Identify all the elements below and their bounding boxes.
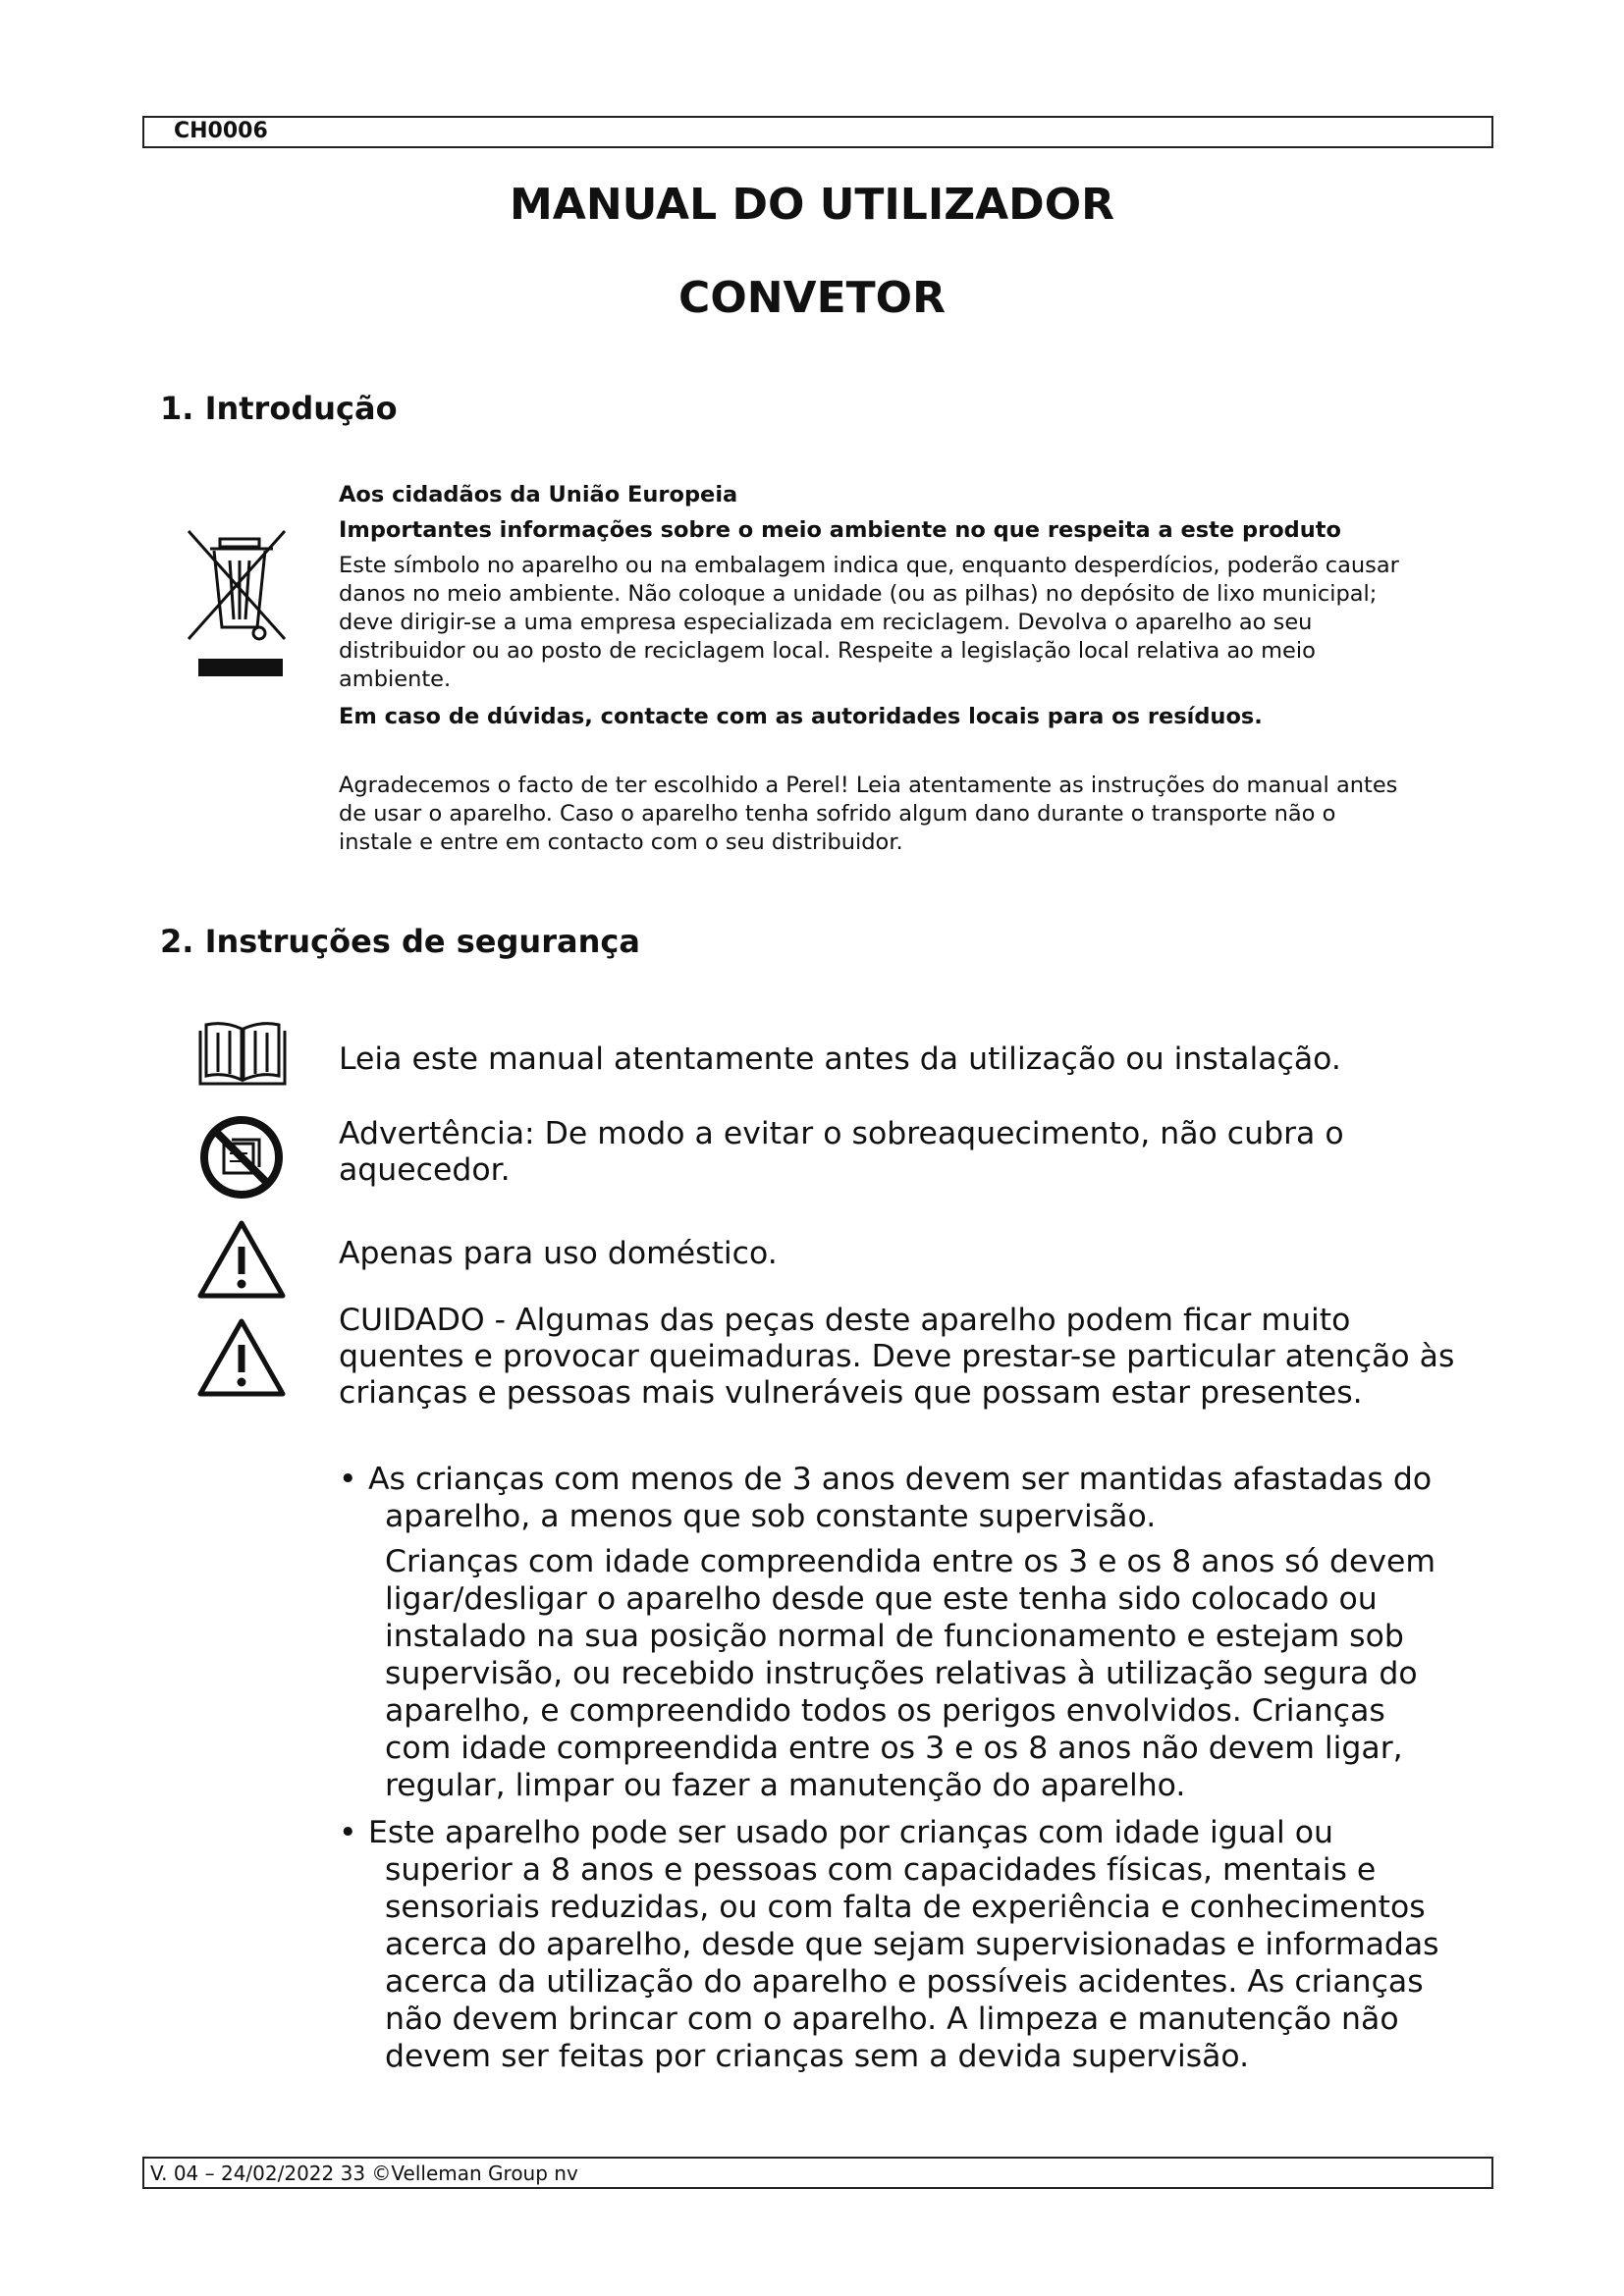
eu-paragraph-line: deve dirigir-se a uma empresa especializada em reciclagem. Devolva o aparelho ao seu: [339, 610, 1313, 635]
weee-bin-icon: [183, 525, 297, 682]
do-not-cover-icon: [198, 1114, 285, 1201]
product-title: CONVETOR: [678, 273, 946, 323]
bullet-usage-line: Este aparelho pode ser usado por crianças com idade igual ou: [368, 1815, 1333, 1850]
overheating-warning-line: Advertência: De modo a evitar o sobreaquecimento, não cubra o: [339, 1116, 1344, 1151]
document-code: CH0006: [174, 119, 268, 143]
page-header: [142, 116, 1493, 148]
caution-text-line: crianças e pessoas mais vulneráveis que possam estar presentes.: [339, 1375, 1363, 1411]
read-manual-text: Leia este manual atentamente antes da utilização ou instalação.: [339, 1041, 1341, 1077]
bullet-children-detail-line: aparelho, e compreendido todos os perigos envolvidos. Crianças: [385, 1693, 1385, 1729]
bullet-marker: •: [339, 1815, 357, 1850]
bullet-children-detail-line: instalado na sua posição normal de funcionamento e estejam sob: [385, 1619, 1404, 1654]
warning-triangle-icon: [196, 1317, 287, 1398]
eu-citizens-title: Aos cidadãos da União Europeia: [339, 482, 738, 507]
bullet-usage-line: superior a 8 anos e pessoas com capacidades físicas, mentais e: [385, 1852, 1377, 1888]
eu-environment-subtitle: Importantes informações sobre o meio ambiente no que respeita a este produto: [339, 517, 1342, 543]
eu-contact-note: Em caso de dúvidas, contacte com as autoridades locais para os resíduos.: [339, 704, 1263, 729]
read-manual-icon: [196, 1019, 289, 1090]
page-footer: [142, 2157, 1493, 2189]
bullet-usage-line: acerca da utilização do aparelho e possíveis acidentes. As crianças: [385, 1964, 1424, 2000]
bullet-usage-line: não devem brincar com o aparelho. A limpeza e manutenção não: [385, 2002, 1399, 2037]
bullet-usage-line: acerca do aparelho, desde que sejam supervisionadas e informadas: [385, 1927, 1439, 1962]
eu-paragraph-line: ambiente.: [339, 667, 452, 692]
thanks-paragraph-line: Agradecemos o facto de ter escolhido a Perel! Leia atentamente as instruções do manual antes: [339, 773, 1398, 798]
bullet-children-detail-line: supervisão, ou recebido instruções relativas à utilização segura do: [385, 1656, 1418, 1691]
bullet-children-detail-line: com idade compreendida entre os 3 e os 8 anos não devem ligar,: [385, 1731, 1403, 1766]
eu-paragraph-line: Este símbolo no aparelho ou na embalagem indica que, enquanto desperdícios, poderão causar: [339, 553, 1399, 578]
thanks-paragraph-line: instale e entre em contacto com o seu distribuidor.: [339, 829, 903, 855]
bullet-usage-line: devem ser feitas por crianças sem a devida supervisão.: [385, 2039, 1250, 2074]
manual-title: MANUAL DO UTILIZADOR: [510, 180, 1114, 230]
bullet-usage-line: sensoriais reduzidas, ou com falta de experiência e conhecimentos: [385, 1890, 1426, 1925]
caution-text-line: CUIDADO - Algumas das peças deste aparelho podem ficar muito: [339, 1303, 1351, 1338]
caution-text-line: quentes e provocar queimaduras. Deve prestar-se particular atenção às: [339, 1339, 1455, 1374]
thanks-paragraph-line: de usar o aparelho. Caso o aparelho tenha sofrido algum dano durante o transporte não o: [339, 801, 1336, 827]
eu-paragraph-line: distribuidor ou ao posto de reciclagem local. Respeite a legislação local relativa ao meio: [339, 638, 1316, 664]
bullet-marker: •: [339, 1462, 357, 1497]
bullet-children-line: As crianças com menos de 3 anos devem ser mantidas afastadas do: [368, 1462, 1433, 1497]
footer-version-text: V. 04 – 24/02/2022 33 ©Velleman Group nv: [150, 2162, 578, 2185]
bullet-children-detail-line: regular, limpar ou fazer a manutenção do aparelho.: [385, 1768, 1186, 1803]
bullet-children-detail-line: ligar/desligar o aparelho desde que este tenha sido colocado ou: [385, 1581, 1378, 1617]
eu-paragraph-line: danos no meio ambiente. Não coloque a unidade (ou as pilhas) no depósito de lixo municipal;: [339, 581, 1378, 607]
section-introduction-heading: 1. Introdução: [160, 390, 398, 427]
bullet-children-detail-line: Crianças com idade compreendida entre os 3 e os 8 anos só devem: [385, 1544, 1436, 1579]
domestic-use-text: Apenas para uso doméstico.: [339, 1236, 778, 1271]
warning-triangle-icon: [196, 1219, 287, 1300]
bullet-children-line: aparelho, a menos que sob constante supervisão.: [385, 1499, 1157, 1534]
section-safety-heading: 2. Instruções de segurança: [160, 923, 640, 960]
overheating-warning-line: aquecedor.: [339, 1152, 511, 1188]
